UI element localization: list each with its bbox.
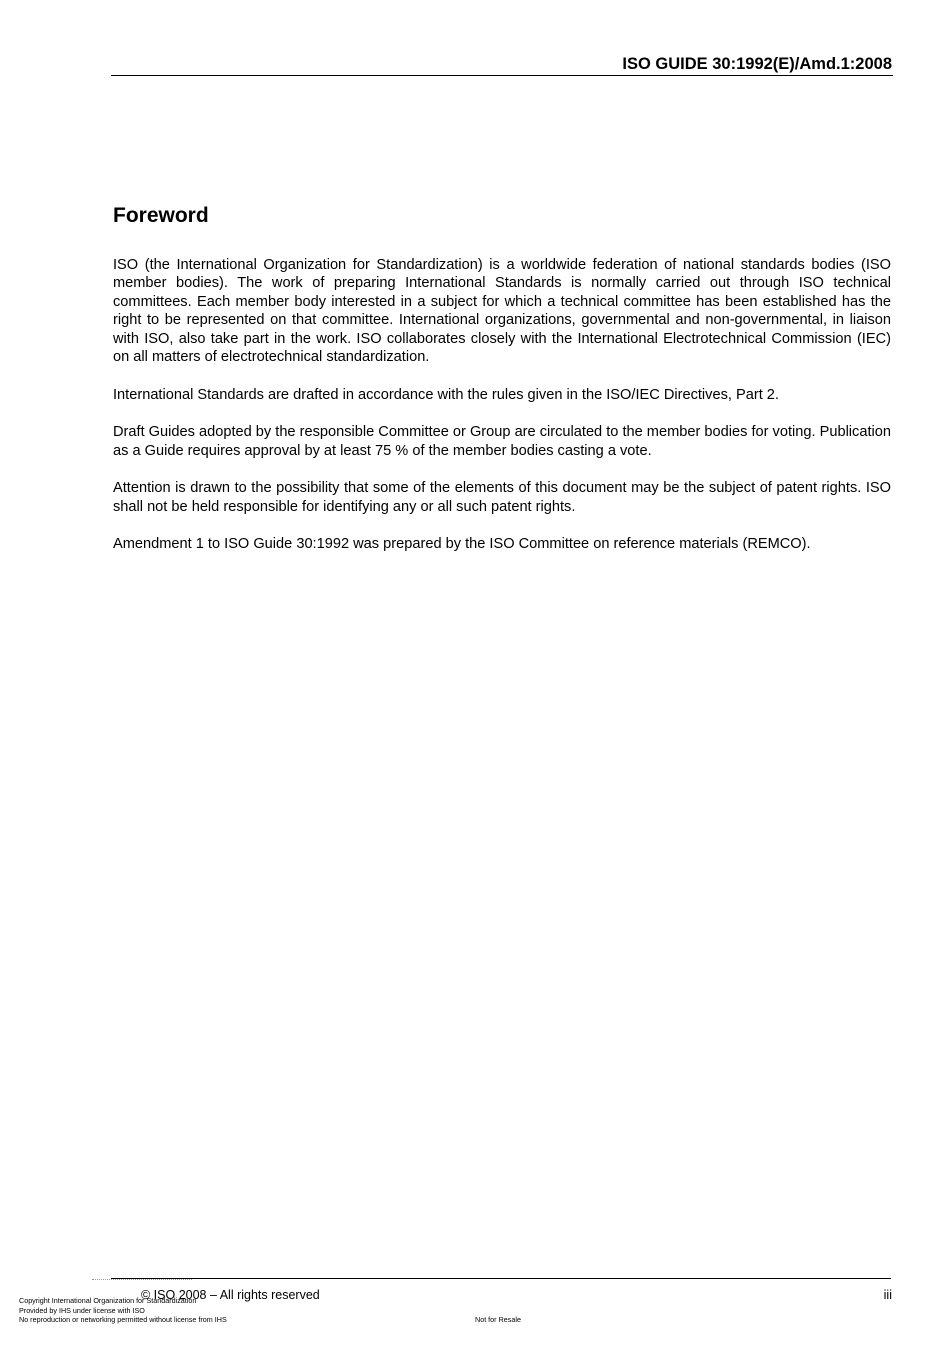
license-line-copyright: Copyright International Organization for Standardization: [19, 1296, 197, 1305]
license-line-provider: Provided by IHS under license with ISO: [19, 1305, 145, 1315]
license-notice: [19, 1296, 227, 1325]
foreword-body: [113, 256, 891, 573]
document-id: ISO GUIDE 30:1992(E)/Amd.1:2008: [622, 55, 892, 73]
license-line-reproduction: No reproduction or networking permitted without license from IHS: [19, 1315, 227, 1325]
paragraph-directives: International Standards are drafted in accordance with the rules given in the ISO/IEC Directives, Part 2.: [113, 386, 779, 403]
scan-artifact: [92, 1279, 192, 1283]
page-title: Foreword: [113, 204, 209, 227]
resale-notice: Not for Resale: [475, 1315, 521, 1324]
footer-copyright: © ISO 2008 – All rights reserved: [141, 1288, 320, 1302]
paragraph-iso-overview: ISO (the International Organization for Standardization) is a worldwide federation of national standards bodies (ISO member bodies). The work of preparing International Standards is normally carried out through ISO technical committees. Each member body interested in a subject for which a technical committee has been established has the right to be represented on that committee. International organizations, governmental and non-governmental, in liaison with ISO, also take part in the work. ISO collaborates closely with the International Electrotechnical Commission (IEC) on all matters of electrotechnical standardization.: [113, 257, 891, 366]
header-rule: [111, 75, 893, 76]
page-number: iii: [883, 1288, 892, 1302]
paragraph-patent-rights: Attention is drawn to the possibility that some of the elements of this document may be the subject of patent rights. ISO shall not be held responsible for identifying any or all such patent rights.: [113, 480, 891, 515]
paragraph-amendment: Amendment 1 to ISO Guide 30:1992 was prepared by the ISO Committee on reference materials (REMCO).: [113, 536, 811, 553]
paragraph-draft-guides: Draft Guides adopted by the responsible Committee or Group are circulated to the member bodies for voting. Publication as a Guide requires approval by at least 75 % of the member bodies casting a vote.: [113, 424, 891, 459]
footer-rule: [111, 1278, 891, 1279]
